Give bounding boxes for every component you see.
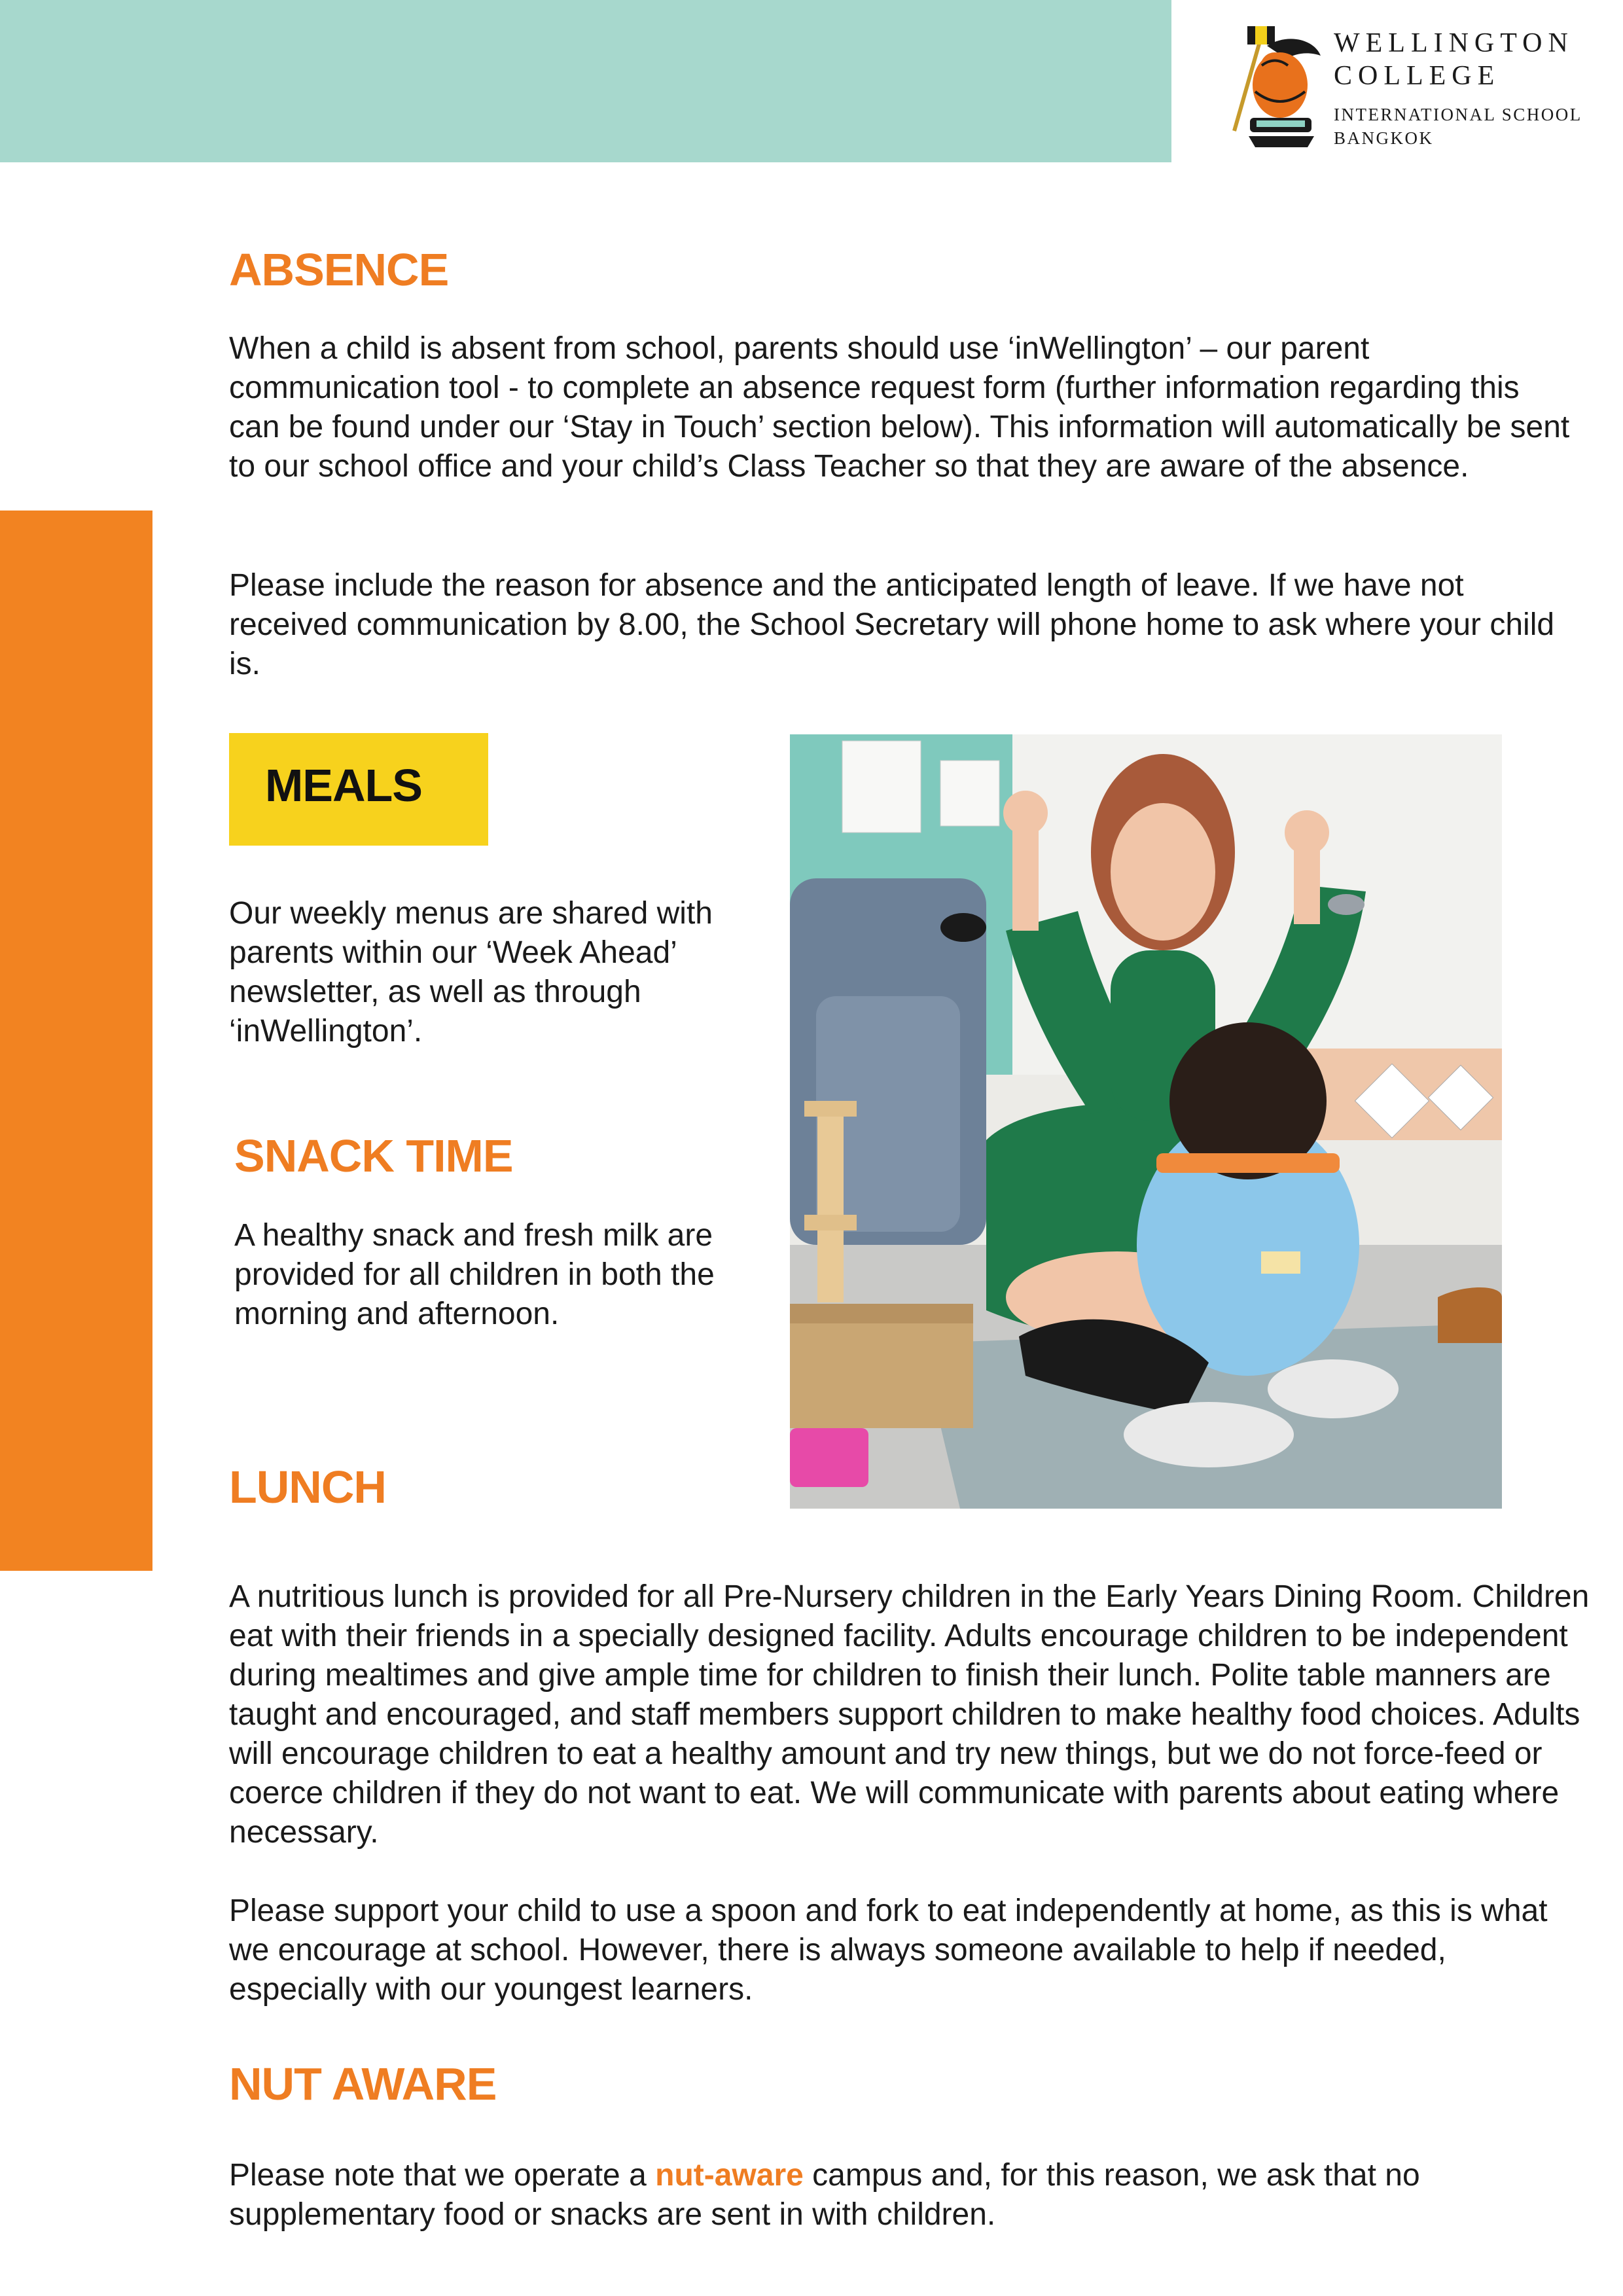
lunch-paragraph-1: A nutritious lunch is provided for all Pre-Nursery children in the Early Years Dining Room. Children eat with their friends in a specially designed facility. Adults encourage children to be independent during mealtimes and give ample time for children to finish their lunch. Polite table manners are taught and encouraged, and staff members support children to make healthy food choices. Adults will encourage children to eat a healthy amount and try new things, but we do not force-feed or coerce children if they do not want to eat. We will communicate with parents about eating where necessary. bbox=[229, 1579, 1590, 1850]
school-logo bbox=[1209, 20, 1602, 151]
side-accent-bar bbox=[0, 511, 152, 1571]
nut-aware-paragraph bbox=[229, 2156, 1590, 2234]
absence-heading: ABSENCE bbox=[229, 244, 449, 295]
snack-time-paragraph: A healthy snack and fresh milk are provided for all children in both the morning and afternoon. bbox=[234, 1218, 715, 1331]
logo-line-bangkok: BANGKOK bbox=[1334, 128, 1434, 148]
logo-line-wellington: WELLINGTON bbox=[1334, 28, 1574, 58]
absence-paragraph-1: When a child is absent from school, parents should use ‘inWellington’ – our parent communication tool - to complete an absence request form (further information regarding this can be found under our ‘Stay in Touch’ section below). This information will automatically be sent to our school office and your child’s Class Teacher so that they are aware of the absence. bbox=[229, 331, 1570, 484]
logo-line-international-school: INTERNATIONAL SCHOOL bbox=[1334, 105, 1582, 124]
absence-paragraph-2: Please include the reason for absence and the anticipated length of leave. If we have not received communication by 8.00, the School Secretary will phone home to ask where your child is. bbox=[229, 568, 1555, 681]
nut-aware-text-before: Please note that we operate a bbox=[229, 2158, 656, 2193]
nut-aware-highlight: nut-aware bbox=[655, 2158, 804, 2193]
header-band bbox=[0, 0, 1171, 162]
snack-time-heading: SNACK TIME bbox=[234, 1130, 513, 1181]
logo-line-college: COLLEGE bbox=[1334, 61, 1501, 91]
lunch-heading: LUNCH bbox=[229, 1462, 386, 1513]
meals-heading-box bbox=[229, 733, 488, 846]
nut-aware-text-after: campus and, for this reason, we ask that no supplementary food or snacks are sent in with children. bbox=[229, 2158, 1420, 2232]
teacher-child-photo bbox=[790, 734, 1502, 1509]
meals-paragraph: Our weekly menus are shared with parents within our ‘Week Ahead’ newsletter, as well as through ‘inWellington’. bbox=[229, 896, 713, 1049]
crest-icon bbox=[1209, 20, 1327, 151]
teacher-child-photo-icon bbox=[790, 734, 1502, 1509]
meals-heading: MEALS bbox=[265, 760, 422, 811]
nut-aware-heading: NUT AWARE bbox=[229, 2058, 497, 2109]
lunch-paragraph-2: Please support your child to use a spoon and fork to eat independently at home, as this is what we encourage at school. However, there is always someone available to help if needed, especially with our youngest learners. bbox=[229, 1893, 1548, 2007]
